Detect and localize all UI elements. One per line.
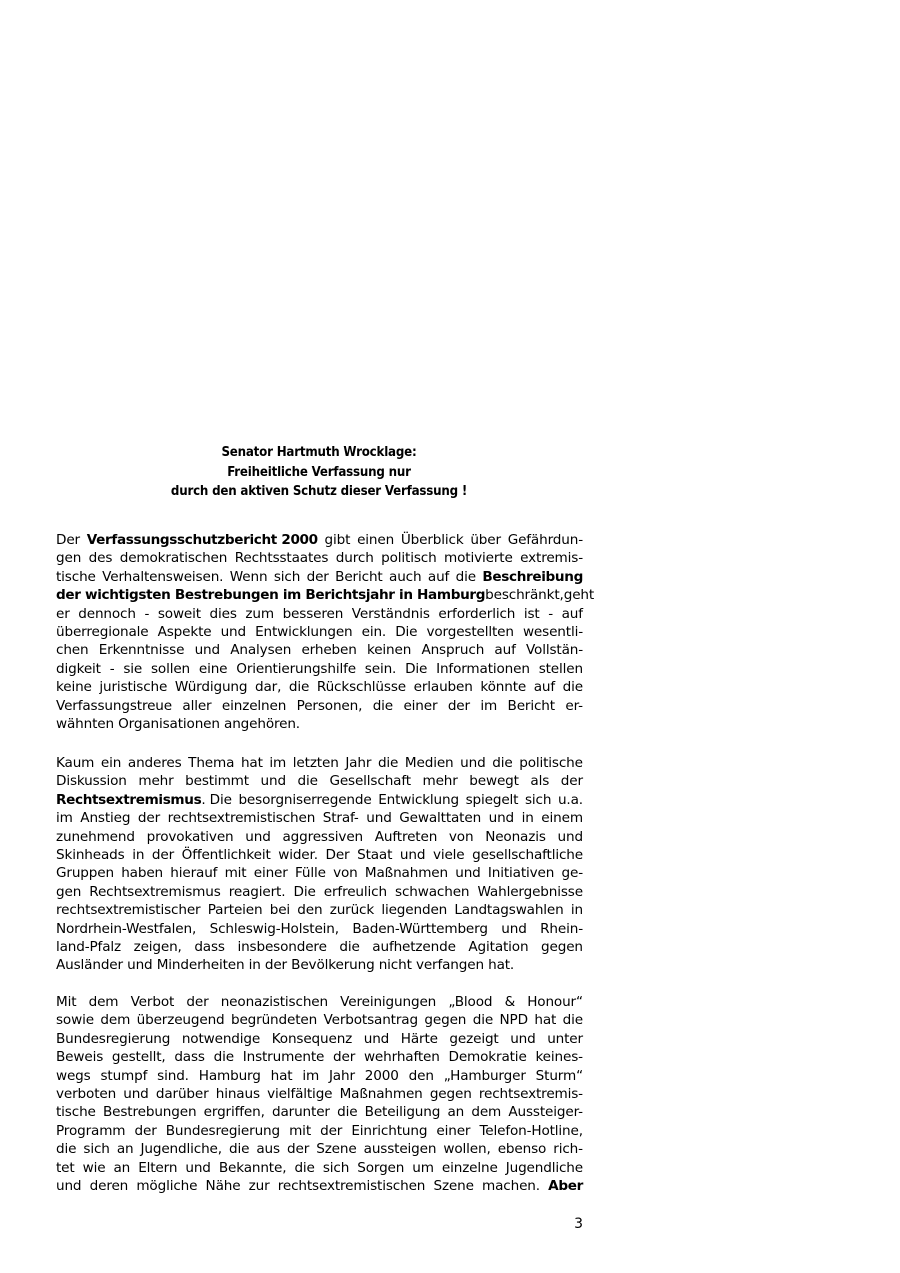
text-line: Ausländer und Minderheiten in der Bevölkerung nicht verfangen hat. [56,957,515,974]
text-line: rechtsextremistischer Parteien bei den zurück liegenden Landtagswahlen in [56,902,583,919]
text-line: er dennoch - soweit dies zum besseren Verständnis erforderlich ist - auf [56,605,583,622]
text-line: überregionale Aspekte und Entwicklungen ein. Die vorgestellten wesentli- [56,623,583,640]
paragraph-2 [56,754,583,975]
text-line: wegs stumpf sind. Hamburg hat im Jahr 2000 den „Hamburger Sturm“ [56,1067,583,1084]
text-line: keine juristische Würdigung dar, die Rückschlüsse erlauben könnte auf die [56,679,583,696]
text-line: digkeit - sie sollen eine Orientierungshilfe sein. Die Informationen stellen [56,660,583,677]
text-line: tet wie an Eltern und Bekannte, die sich Sorgen um einzelne Jugendliche [56,1159,583,1176]
text-line: chen Erkenntnisse und Analysen erheben keinen Anspruch auf Vollstän- [56,642,583,659]
text-line: Beweis gestellt, dass die Instrumente der wehrhaften Demokratie keines- [56,1049,583,1066]
title-line: durch den aktiven Schutz dieser Verfassung ! [170,484,468,499]
text-line: die sich an Jugendliche, die aus der Szene aussteigen wollen, ebenso rich- [56,1141,583,1158]
text-line: Verfassungstreue aller einzelnen Personen, die einer der im Bericht er- [56,697,583,714]
text-line: und deren mögliche Nähe zur rechtsextremistischen Szene machen. Aber [56,1177,583,1194]
text-line: der wichtigsten Bestrebungen im Berichtsjahr in Hamburg beschränkt, geht [56,587,595,604]
text-line: Skinheads in der Öffentlichkeit wider. Der Staat und viele gesellschaftliche [56,846,583,863]
title-line: Senator Hartmuth Wrocklage: [221,445,417,460]
text-line: Gruppen haben hierauf mit einer Fülle von Maßnahmen und Initiativen ge- [56,865,583,882]
text-line: wähnten Organisationen angehören. [56,715,300,732]
text-line: im Anstieg der rechtsextremistischen Straf- und Gewalttaten und in einem [56,810,583,827]
title-line: Freiheitliche Verfassung nur [227,464,411,480]
text-line: verboten und darüber hinaus vielfältige Maßnahmen gegen rechtsextremis- [56,1085,583,1102]
text-line: gen des demokratischen Rechtsstaates durch politisch motivierte extremis- [56,550,583,567]
text-line: tische Verhaltensweisen. Wenn sich der Bericht auch auf die Beschreibung [56,568,583,585]
text-line: tische Bestrebungen ergriffen, darunter die Beteiligung an dem Aussteiger- [56,1104,583,1121]
page-number: 3 [574,1216,583,1232]
text-line: Nordrhein-Westfalen, Schleswig-Holstein, Baden-Württemberg und Rhein- [56,920,583,937]
text-line: Bundesregierung notwendige Konsequenz und Härte gezeigt und unter [56,1030,583,1047]
text-line: Mit dem Verbot der neonazistischen Vereinigungen „Blood & Honour“ [56,994,583,1010]
text-line: Kaum ein anderes Thema hat im letzten Jahr die Medien und die politische [56,755,583,771]
paragraph-1 [56,531,595,733]
text-line: Rechtsextremismus. Die besorgniserregende Entwicklung spiegelt sich u.a. [56,791,583,808]
text-line: sowie dem überzeugend begründeten Verbotsantrag gegen die NPD hat die [56,1012,583,1029]
paragraph-3 [56,993,583,1195]
text-line: gen Rechtsextremismus reagiert. Die erfreulich schwachen Wahlergebnisse [56,883,583,900]
text-line: zunehmend provokativen und aggressiven Auftreten von Neonazis und [56,828,583,845]
text-line: land-Pfalz zeigen, dass insbesondere die aufhetzende Agitation gegen [56,938,583,955]
text-line: Der Verfassungsschutzbericht 2000 gibt einen Überblick über Gefährdun- [56,532,583,548]
page-title [56,443,582,502]
text-line: Diskussion mehr bestimmt und die Gesellschaft mehr bewegt als der [56,773,583,790]
text-line: Programm der Bundesregierung mit der Einrichtung einer Telefon-Hotline, [56,1122,583,1139]
